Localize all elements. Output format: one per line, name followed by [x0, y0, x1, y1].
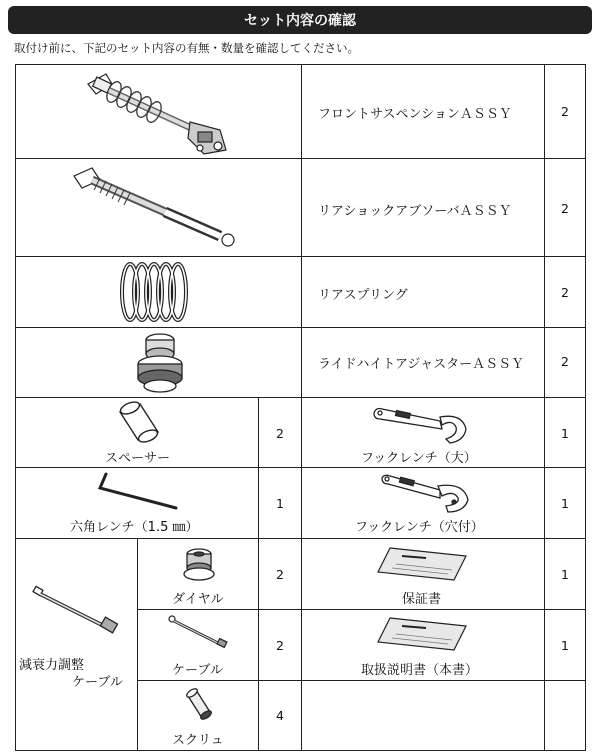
hexwrench-label: 六角レンチ（1.5 ㎜） — [70, 520, 199, 535]
empty-cell — [301, 680, 545, 751]
hook-pin-label: フックレンチ（穴付） — [355, 520, 484, 535]
hexwrench-qty: 1 — [276, 496, 284, 511]
hook-wrench-large-icon — [370, 403, 470, 445]
screw-icon — [184, 688, 214, 722]
empty-qty-cell — [544, 680, 586, 751]
front-suspension-label: フロントサスペンションＡＳＳＹ — [318, 107, 512, 122]
hook-large-qty: 1 — [561, 426, 569, 441]
manual-qty: 1 — [561, 638, 569, 653]
rear-spring-qty: 2 — [561, 285, 569, 300]
hook-pin-qty: 1 — [561, 496, 569, 511]
intro-text: 取付け前に、下記のセット内容の有無・数量を確認してください。 — [14, 41, 359, 55]
warranty-card-icon — [376, 546, 468, 582]
cable-qty: 2 — [276, 638, 284, 653]
rear-shock-icon — [70, 166, 245, 251]
ride-height-adjuster-icon — [132, 330, 188, 394]
screw-label: スクリュ — [172, 733, 224, 748]
front-suspension-icon — [80, 72, 240, 157]
ride-height-label: ライドハイトアジャスターＡＳＳＹ — [318, 357, 525, 372]
rear-shock-qty: 2 — [561, 201, 569, 216]
cable-group-label-line2: ケーブル — [72, 675, 123, 690]
spacer-icon — [114, 402, 162, 444]
cable-group-label-line1: 減衰力調整 — [19, 658, 85, 673]
front-suspension-qty: 2 — [561, 104, 569, 119]
section-header — [8, 6, 592, 34]
adjust-cable-icon — [32, 586, 122, 636]
rear-shock-label: リアショックアブソーバＡＳＳＹ — [318, 204, 512, 219]
hook-wrench-pin-icon — [378, 472, 474, 514]
ride-height-qty: 2 — [561, 354, 569, 369]
cable-label: ケーブル — [172, 663, 223, 678]
rear-spring-label: リアスプリング — [318, 288, 408, 303]
warranty-qty: 1 — [561, 567, 569, 582]
section-title: セット内容の確認 — [244, 13, 356, 29]
hook-large-label: フックレンチ（大） — [361, 451, 477, 466]
rear-spring-icon — [108, 258, 204, 326]
dial-qty: 2 — [276, 567, 284, 582]
hex-wrench-icon — [94, 470, 184, 514]
spacer-label: スペーサー — [105, 451, 171, 466]
manual-label: 取扱説明書（本書） — [361, 663, 479, 678]
manual-icon — [376, 616, 468, 652]
spacer-qty: 2 — [276, 426, 284, 441]
dial-label: ダイヤル — [172, 592, 224, 607]
cable-group-cell — [15, 538, 138, 751]
warranty-label: 保証書 — [402, 592, 442, 607]
cable-icon — [166, 614, 230, 650]
screw-qty: 4 — [276, 708, 284, 723]
dial-icon — [182, 546, 216, 582]
